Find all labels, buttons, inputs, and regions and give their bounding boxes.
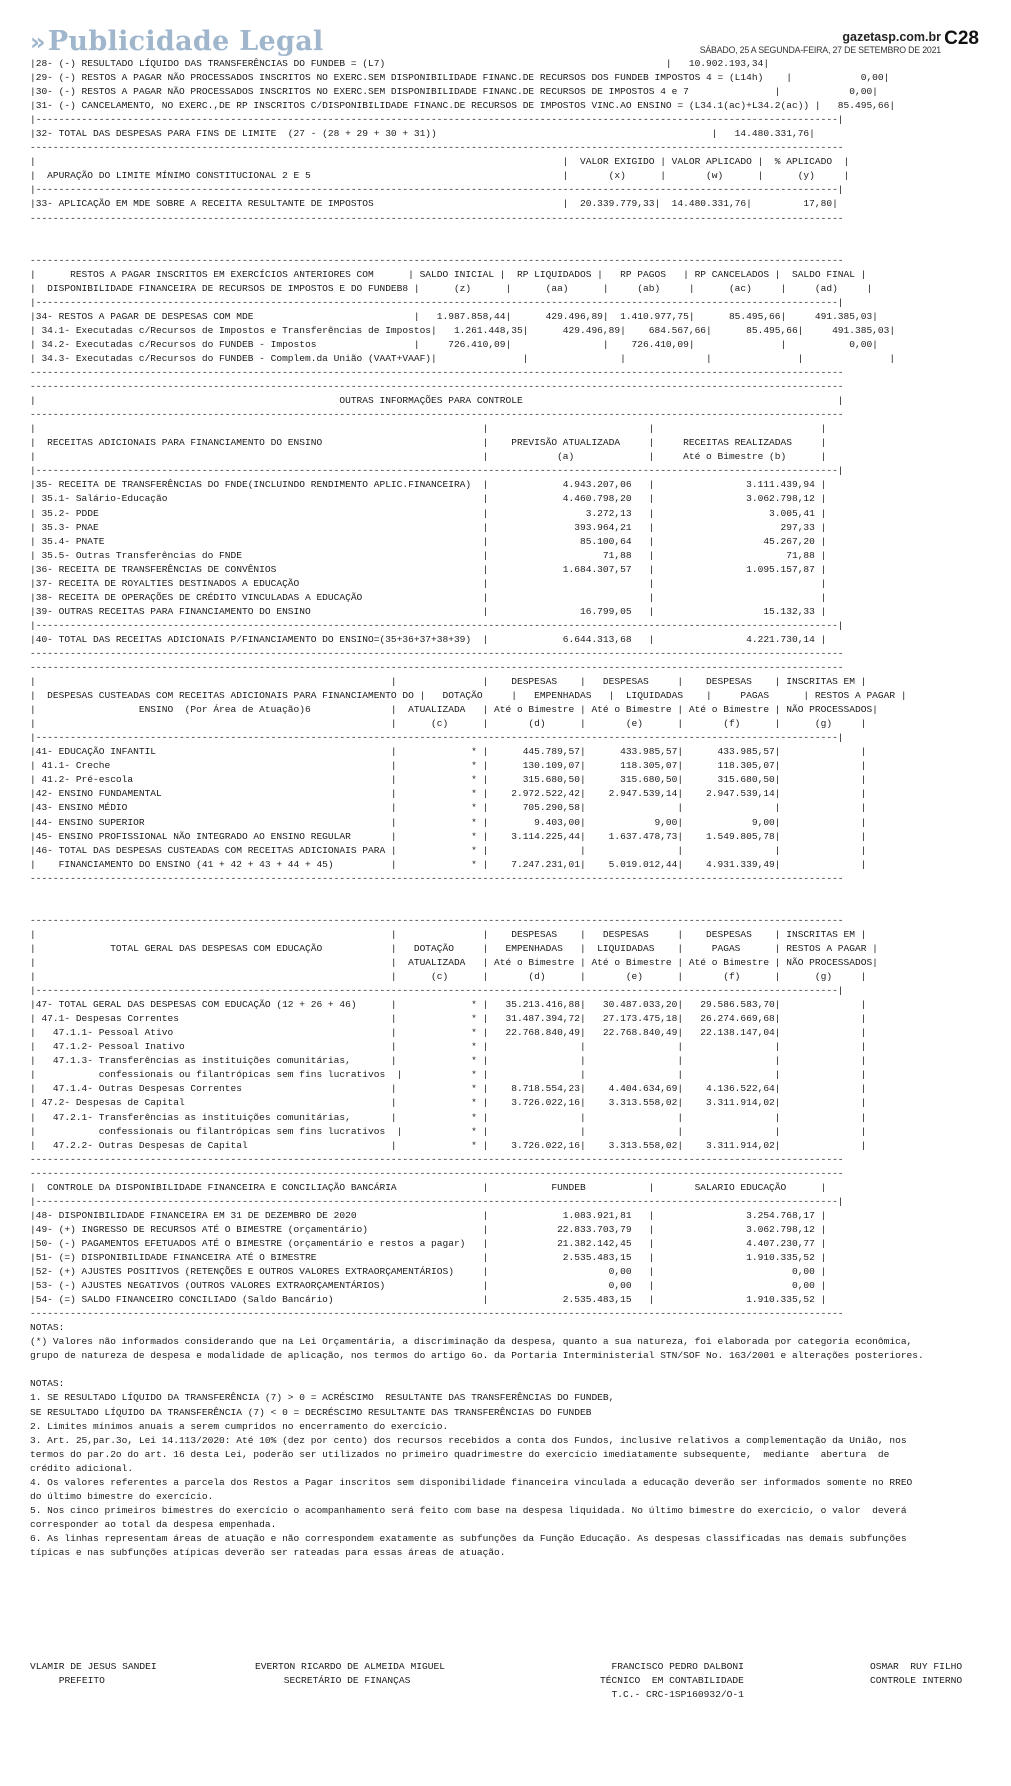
section-logo	[30, 26, 324, 57]
report-line: do último bimestre do exercício.	[30, 1490, 214, 1502]
report-line: |39- OUTRAS RECEITAS PARA FINANCIAMENTO DO ENSINO | 16.799,05 | 15.132,33 |	[30, 605, 827, 617]
report-line: ----------------------------------------------------------------------------------------------------------------------------------------------	[30, 1153, 844, 1165]
report-line: |36- RECEITA DE TRANSFERÊNCIAS DE CONVÊNIOS | 1.684.307,57 | 1.095.157,87 |	[30, 563, 827, 575]
report-line: | | | DESPESAS | DESPESAS | DESPESAS | INSCRITAS EM |	[30, 928, 867, 940]
signature-name: FRANCISCO PEDRO DALBONI	[600, 1661, 744, 1672]
report-line: |--------------------------------------------------------------------------------------------------------------------------------------------|	[30, 732, 844, 744]
report-line: ----------------------------------------------------------------------------------------------------------------------------------------------	[30, 367, 844, 379]
report-line: grupo de natureza de despesa e modalidade de aplicação, nos termos do artigo 6o. da Portaria Interministerial STN/SOF No. 163/2001 e alterações posteriores.	[30, 1350, 924, 1362]
report-line: ----------------------------------------------------------------------------------------------------------------------------------------------	[30, 409, 844, 421]
signature-role: CONTROLE INTERNO	[870, 1675, 963, 1687]
report-line: | CONTROLE DA DISPONIBILIDADE FINANCEIRA E CONCILIAÇÃO BANCÁRIA | FUNDEB | SALARIO EDUCAÇÃO |	[30, 1181, 827, 1193]
report-line: | 47.1.1- Pessoal Ativo | * | 22.768.840,49| 22.768.840,49| 22.138.147,04| |	[30, 1027, 867, 1039]
report-line: | 41.1- Creche | * | 130.109,07| 118.305,07| 118.305,07| |	[30, 760, 867, 772]
report-line: |38- RECEITA DE OPERAÇÕES DE CRÉDITO VINCULADAS A EDUCAÇÃO | | |	[30, 591, 827, 603]
report-line: | APURAÇÃO DO LIMITE MÍNIMO CONSTITUCIONAL 2 E 5 | (x) | (w) | (y) |	[30, 170, 850, 182]
report-line: | | (c) | (d) | (e) | (f) | (g) |	[30, 971, 867, 983]
report-line: | 35.1- Salário-Educação | 4.460.798,20 | 3.062.798,12 |	[30, 493, 827, 505]
report-line: |29- (-) RESTOS A PAGAR NÃO PROCESSADOS INSCRITOS NO EXERC.SEM DISPONIBILIDADE FINANC.DE RECURSOS DOS FUNDEB IMPOSTOS 4 = (L14h) | 0,00|	[30, 72, 890, 84]
report-line: |--------------------------------------------------------------------------------------------------------------------------------------------|	[30, 184, 844, 196]
report-line: 3. Art. 25,par.3o, Lei 14.113/2020: Até 10% (dez por cento) dos recursos recebidos a conta dos Fundos, inclusive relativos a complementação da União, nos	[30, 1434, 907, 1446]
report-line: | 35.2- PDDE | 3.272,13 | 3.005,41 |	[30, 507, 827, 519]
report-line: |52- (+) AJUSTES POSITIVOS (RETENÇÕES E OUTROS VALORES EXTRAORÇAMENTÁRIOS) | 0,00 | 0,00 |	[30, 1266, 827, 1278]
report-line: | 47.1.2- Pessoal Inativo | * | | | | |	[30, 1041, 867, 1053]
report-line: ----------------------------------------------------------------------------------------------------------------------------------------------	[30, 914, 844, 926]
signature-role: TÉCNICO EM CONTABILIDADE	[600, 1675, 744, 1687]
report-line: típicas e nas subfunções atípicas deverão ser rateadas para essas áreas de atuação.	[30, 1546, 506, 1558]
report-line: ----------------------------------------------------------------------------------------------------------------------------------------------	[30, 142, 844, 154]
report-line: | 34.1- Executadas c/Recursos de Impostos e Transferências de Impostos| 1.261.448,35| 429.496,89| 684.567,66| 85.495,66| 491.385,03|	[30, 324, 896, 336]
report-line: |--------------------------------------------------------------------------------------------------------------------------------------------|	[30, 114, 844, 126]
report-line: 2. Limites mínimos anuais a serem cumpridos no encerramento do exercício.	[30, 1420, 449, 1432]
report-line: |42- ENSINO FUNDAMENTAL | * | 2.972.522,42| 2.947.539,14| 2.947.539,14| |	[30, 788, 867, 800]
report-line: |--------------------------------------------------------------------------------------------------------------------------------------------|	[30, 1195, 844, 1207]
issue-date: SÁBADO, 25 A SEGUNDA-FEIRA, 27 DE SETEMBRO DE 2021	[699, 45, 941, 55]
section-title: Publicidade Legal	[47, 26, 324, 57]
report-line: |--------------------------------------------------------------------------------------------------------------------------------------------|	[30, 296, 844, 308]
report-line: | | VALOR EXIGIDO | VALOR APLICADO | % APLICADO |	[30, 156, 850, 168]
report-line: |--------------------------------------------------------------------------------------------------------------------------------------------|	[30, 465, 844, 477]
report-line: ----------------------------------------------------------------------------------------------------------------------------------------------	[30, 381, 844, 393]
report-line: termos do par.2o do art. 16 desta Lei, poderão ser utilizados no primeiro quadrimestre do exercício imediatamente subsequente, mediante abertura de	[30, 1448, 890, 1460]
report-line: SE RESULTADO LÍQUIDO DA TRANSFERÊNCIA (7) < 0 = DECRÉSCIMO RESULTANTE DAS TRANSFERÊNCIAS DO FUNDEB	[30, 1406, 592, 1418]
signature-registration: T.C.- CRC-1SP160932/O-1	[600, 1689, 744, 1701]
report-line: | DISPONIBILIDADE FINANCEIRA DE RECURSOS DE IMPOSTOS E DO FUNDEB8 | (z) | (aa) | (ab) | (ac) | (ad) |	[30, 282, 873, 294]
signature-mayor	[30, 1660, 157, 1688]
report-line: 5. Nos cinco primeiros bimestres do exercício o acompanhamento será feito com base na despesa liquidada. No último bimestre do exercício, o valor deverá	[30, 1504, 907, 1516]
report-line: | | (a) | Até o Bimestre (b) |	[30, 451, 827, 463]
signature-name: EVERTON RICARDO DE ALMEIDA MIGUEL	[255, 1661, 445, 1672]
report-line: |32- TOTAL DAS DESPESAS PARA FINS DE LIMITE (27 - (28 + 29 + 30 + 31)) | 14.480.331,76|	[30, 128, 815, 140]
report-line: ----------------------------------------------------------------------------------------------------------------------------------------------	[30, 1167, 844, 1179]
report-line: |47- TOTAL GERAL DAS DESPESAS COM EDUCAÇÃO (12 + 26 + 46) | * | 35.213.416,88| 30.487.033,20| 29.586.583,70| |	[30, 999, 867, 1011]
report-line: | 47.1.3- Transferências as instituições comunitárias, | * | | | | |	[30, 1055, 867, 1067]
report-line: | 47.1.4- Outras Despesas Correntes | * | 8.718.554,23| 4.404.634,69| 4.136.522,64| |	[30, 1083, 867, 1095]
report-line: |--------------------------------------------------------------------------------------------------------------------------------------------|	[30, 619, 844, 631]
report-line: | confessionais ou filantrópicas sem fins lucrativos | * | | | | |	[30, 1125, 867, 1137]
report-line: |40- TOTAL DAS RECEITAS ADICIONAIS P/FINANCIAMENTO DO ENSINO=(35+36+37+38+39) | 6.644.313,68 | 4.221.730,14 |	[30, 633, 827, 645]
report-line: |49- (+) INGRESSO DE RECURSOS ATÉ O BIMESTRE (orçamentário) | 22.833.703,79 | 3.062.798,12 |	[30, 1223, 827, 1235]
report-line: |--------------------------------------------------------------------------------------------------------------------------------------------|	[30, 985, 844, 997]
report-line: corresponder ao total da despesa empenhada.	[30, 1518, 277, 1530]
site-name: gazetasp.com.br	[842, 30, 941, 44]
report-line: | 34.2- Executadas c/Recursos do FUNDEB - Impostos | 726.410,09| | 726.410,09| | 0,00|	[30, 338, 878, 350]
report-line: | 35.5- Outras Transferências do FNDE | 71,88 | 71,88 |	[30, 549, 827, 561]
report-line: | 47.2.2- Outras Despesas de Capital | * | 3.726.022,16| 3.313.558,02| 3.311.914,02| |	[30, 1139, 867, 1151]
report-line: | RECEITAS ADICIONAIS PARA FINANCIAMENTO DO ENSINO | PREVISÃO ATUALIZADA | RECEITAS REALIZADAS |	[30, 437, 827, 449]
signature-name: OSMAR RUY FILHO	[870, 1661, 963, 1672]
report-line: crédito adicional.	[30, 1462, 134, 1474]
report-line: | | (c) | (d) | (e) | (f) | (g) |	[30, 718, 867, 730]
double-chevron-icon: »	[30, 28, 46, 56]
report-line: |48- DISPONIBILIDADE FINANCEIRA EM 31 DE DEZEMBRO DE 2020 | 1.083.921,81 | 3.254.768,17 |	[30, 1209, 827, 1221]
report-line: | OUTRAS INFORMAÇÕES PARA CONTROLE |	[30, 395, 844, 407]
signature-accountant	[600, 1660, 744, 1703]
page-header	[0, 0, 1011, 62]
signature-role: PREFEITO	[30, 1675, 105, 1687]
report-line: ----------------------------------------------------------------------------------------------------------------------------------------------	[30, 872, 844, 884]
report-line: | | | DESPESAS | DESPESAS | DESPESAS | INSCRITAS EM |	[30, 676, 867, 688]
report-line: 4. Os valores referentes a parcela dos Restos a Pagar inscritos sem disponibilidade financeira vinculada a educação deverão ser informados somente no RREO	[30, 1476, 913, 1488]
report-line: | TOTAL GERAL DAS DESPESAS COM EDUCAÇÃO | DOTAÇÃO | EMPENHADAS | LIQUIDADAS | PAGAS | RESTOS A PAGAR |	[30, 942, 878, 954]
report-line: | 47.2.1- Transferências as instituições comunitárias, | * | | | | |	[30, 1111, 867, 1123]
report-line: ----------------------------------------------------------------------------------------------------------------------------------------------	[30, 254, 844, 266]
report-line: 1. SE RESULTADO LÍQUIDO DA TRANSFERÊNCIA (7) > 0 = ACRÉSCIMO RESULTANTE DAS TRANSFERÊNCIAS DO FUNDEB,	[30, 1392, 615, 1404]
report-line: | confessionais ou filantrópicas sem fins lucrativos | * | | | | |	[30, 1069, 867, 1081]
report-line: | | ATUALIZADA | Até o Bimestre | Até o Bimestre | Até o Bimestre | NÃO PROCESSADOS|	[30, 957, 878, 968]
report-line: |43- ENSINO MÉDIO | * | 705.290,58| | | |	[30, 802, 867, 814]
report-line: |51- (=) DISPONIBILIDADE FINANCEIRA ATÉ O BIMESTRE | 2.535.483,15 | 1.910.335,52 |	[30, 1251, 827, 1263]
signature-finance-secretary	[255, 1660, 445, 1688]
report-line: |37- RECEITA DE ROYALTIES DESTINADOS A EDUCAÇÃO | | |	[30, 577, 827, 589]
report-line: NOTAS:	[30, 1322, 65, 1334]
report-line: | 34.3- Executadas c/Recursos do FUNDEB - Complem.da União (VAAT+VAAF)| | | | | |	[30, 352, 896, 364]
report-line: |44- ENSINO SUPERIOR | * | 9.403,00| 9,00| 9,00| |	[30, 816, 867, 828]
report-line: NOTAS:	[30, 1378, 65, 1390]
report-line: | | | |	[30, 423, 827, 435]
report-line: |30- (-) RESTOS A PAGAR NÃO PROCESSADOS INSCRITOS NO EXERC.SEM DISPONIBILIDADE FINANC.DE RECURSOS DE IMPOSTOS 4 e 7 | 0,00|	[30, 86, 878, 98]
report-line: |35- RECEITA DE TRANSFERÊNCIAS DO FNDE(INCLUINDO RENDIMENTO APLIC.FINANCEIRA) | 4.943.207,06 | 3.111.439,94 |	[30, 479, 827, 491]
report-line: | 41.2- Pré-escola | * | 315.680,50| 315.680,50| 315.680,50| |	[30, 774, 867, 786]
report-line: |33- APLICAÇÃO EM MDE SOBRE A RECEITA RESULTANTE DE IMPOSTOS | 20.339.779,33| 14.480.331,76| 17,80|	[30, 198, 838, 210]
report-line: |34- RESTOS A PAGAR DE DESPESAS COM MDE | 1.987.858,44| 429.496,89| 1.410.977,75| 85.495,66| 491.385,03|	[30, 310, 878, 322]
education-spending-report	[30, 57, 985, 1558]
report-line: ----------------------------------------------------------------------------------------------------------------------------------------------	[30, 662, 844, 674]
report-line: | 35.3- PNAE | 393.964,21 | 297,33 |	[30, 521, 827, 533]
report-line: |46- TOTAL DAS DESPESAS CUSTEADAS COM RECEITAS ADICIONAIS PARA | * | | | | |	[30, 844, 867, 856]
report-line: |50- (-) PAGAMENTOS EFETUADOS ATÉ O BIMESTRE (orçamentário e restos a pagar) | 21.382.142,45 | 4.407.230,77 |	[30, 1237, 827, 1249]
report-line: | ENSINO (Por Área de Atuação)6 | ATUALIZADA | Até o Bimestre | Até o Bimestre | Até o Bimestre | NÃO PROCESSADOS|	[30, 704, 878, 716]
signature-name: VLAMIR DE JESUS SANDEI	[30, 1661, 157, 1672]
report-line: |31- (-) CANCELAMENTO, NO EXERC.,DE RP INSCRITOS C/DISPONIBILIDADE FINANC.DE RECURSOS DE IMPOSTOS VINC.AO ENSINO = (L34.1(ac)+L34.2(ac)) | 85.495,66|	[30, 100, 896, 112]
report-line: | 35.4- PNATE | 85.100,64 | 45.267,20 |	[30, 535, 827, 547]
report-line: |54- (=) SALDO FINANCEIRO CONCILIADO (Saldo Bancário) | 2.535.483,15 | 1.910.335,52 |	[30, 1294, 827, 1306]
report-line: | DESPESAS CUSTEADAS COM RECEITAS ADICIONAIS PARA FINANCIAMENTO DO | DOTAÇÃO | EMPENHADAS | LIQUIDADAS | PAGAS | RESTOS A PAGAR |	[30, 690, 907, 702]
report-line: (*) Valores não informados considerando que na Lei Orçamentária, a discriminação da despesa, quanto a sua natureza, foi elaborada por categoria econômica,	[30, 1336, 913, 1348]
report-line: | RESTOS A PAGAR INSCRITOS EM EXERCÍCIOS ANTERIORES COM | SALDO INICIAL | RP LIQUIDADOS | RP PAGOS | RP CANCELADOS | SALDO FINAL |	[30, 268, 867, 280]
report-line: | FINANCIAMENTO DO ENSINO (41 + 42 + 43 + 44 + 45) | * | 7.247.231,01| 5.019.012,44| 4.931.339,49| |	[30, 858, 867, 870]
signature-internal-control	[870, 1660, 962, 1688]
report-line: 6. As linhas representam áreas de atuação e não correspondem exatamente as subfunções da Função Educação. As despesas classificadas nas demais subfunções	[30, 1532, 907, 1544]
report-line: |41- EDUCAÇÃO INFANTIL | * | 445.789,57| 433.985,57| 433.985,57| |	[30, 746, 867, 758]
report-line: |45- ENSINO PROFISSIONAL NÃO INTEGRADO AO ENSINO REGULAR | * | 3.114.225,44| 1.637.478,73| 1.549.805,78| |	[30, 830, 867, 842]
page-number: C28	[944, 28, 979, 49]
report-line: ----------------------------------------------------------------------------------------------------------------------------------------------	[30, 647, 844, 659]
signature-role: SECRETÁRIO DE FINANÇAS	[255, 1675, 411, 1687]
report-line: ----------------------------------------------------------------------------------------------------------------------------------------------	[30, 1308, 844, 1320]
report-line: | 47.2- Despesas de Capital | * | 3.726.022,16| 3.313.558,02| 3.311.914,02| |	[30, 1097, 867, 1109]
report-line: | 47.1- Despesas Correntes | * | 31.487.394,72| 27.173.475,18| 26.274.669,68| |	[30, 1013, 867, 1025]
report-line: |28- (-) RESULTADO LÍQUIDO DAS TRANSFERÊNCIAS DO FUNDEB = (L7) | 10.902.193,34|	[30, 58, 770, 69]
report-line: |53- (-) AJUSTES NEGATIVOS (OUTROS VALORES EXTRAORÇAMENTÁRIOS) | 0,00 | 0,00 |	[30, 1280, 827, 1292]
report-line: ----------------------------------------------------------------------------------------------------------------------------------------------	[30, 212, 844, 224]
